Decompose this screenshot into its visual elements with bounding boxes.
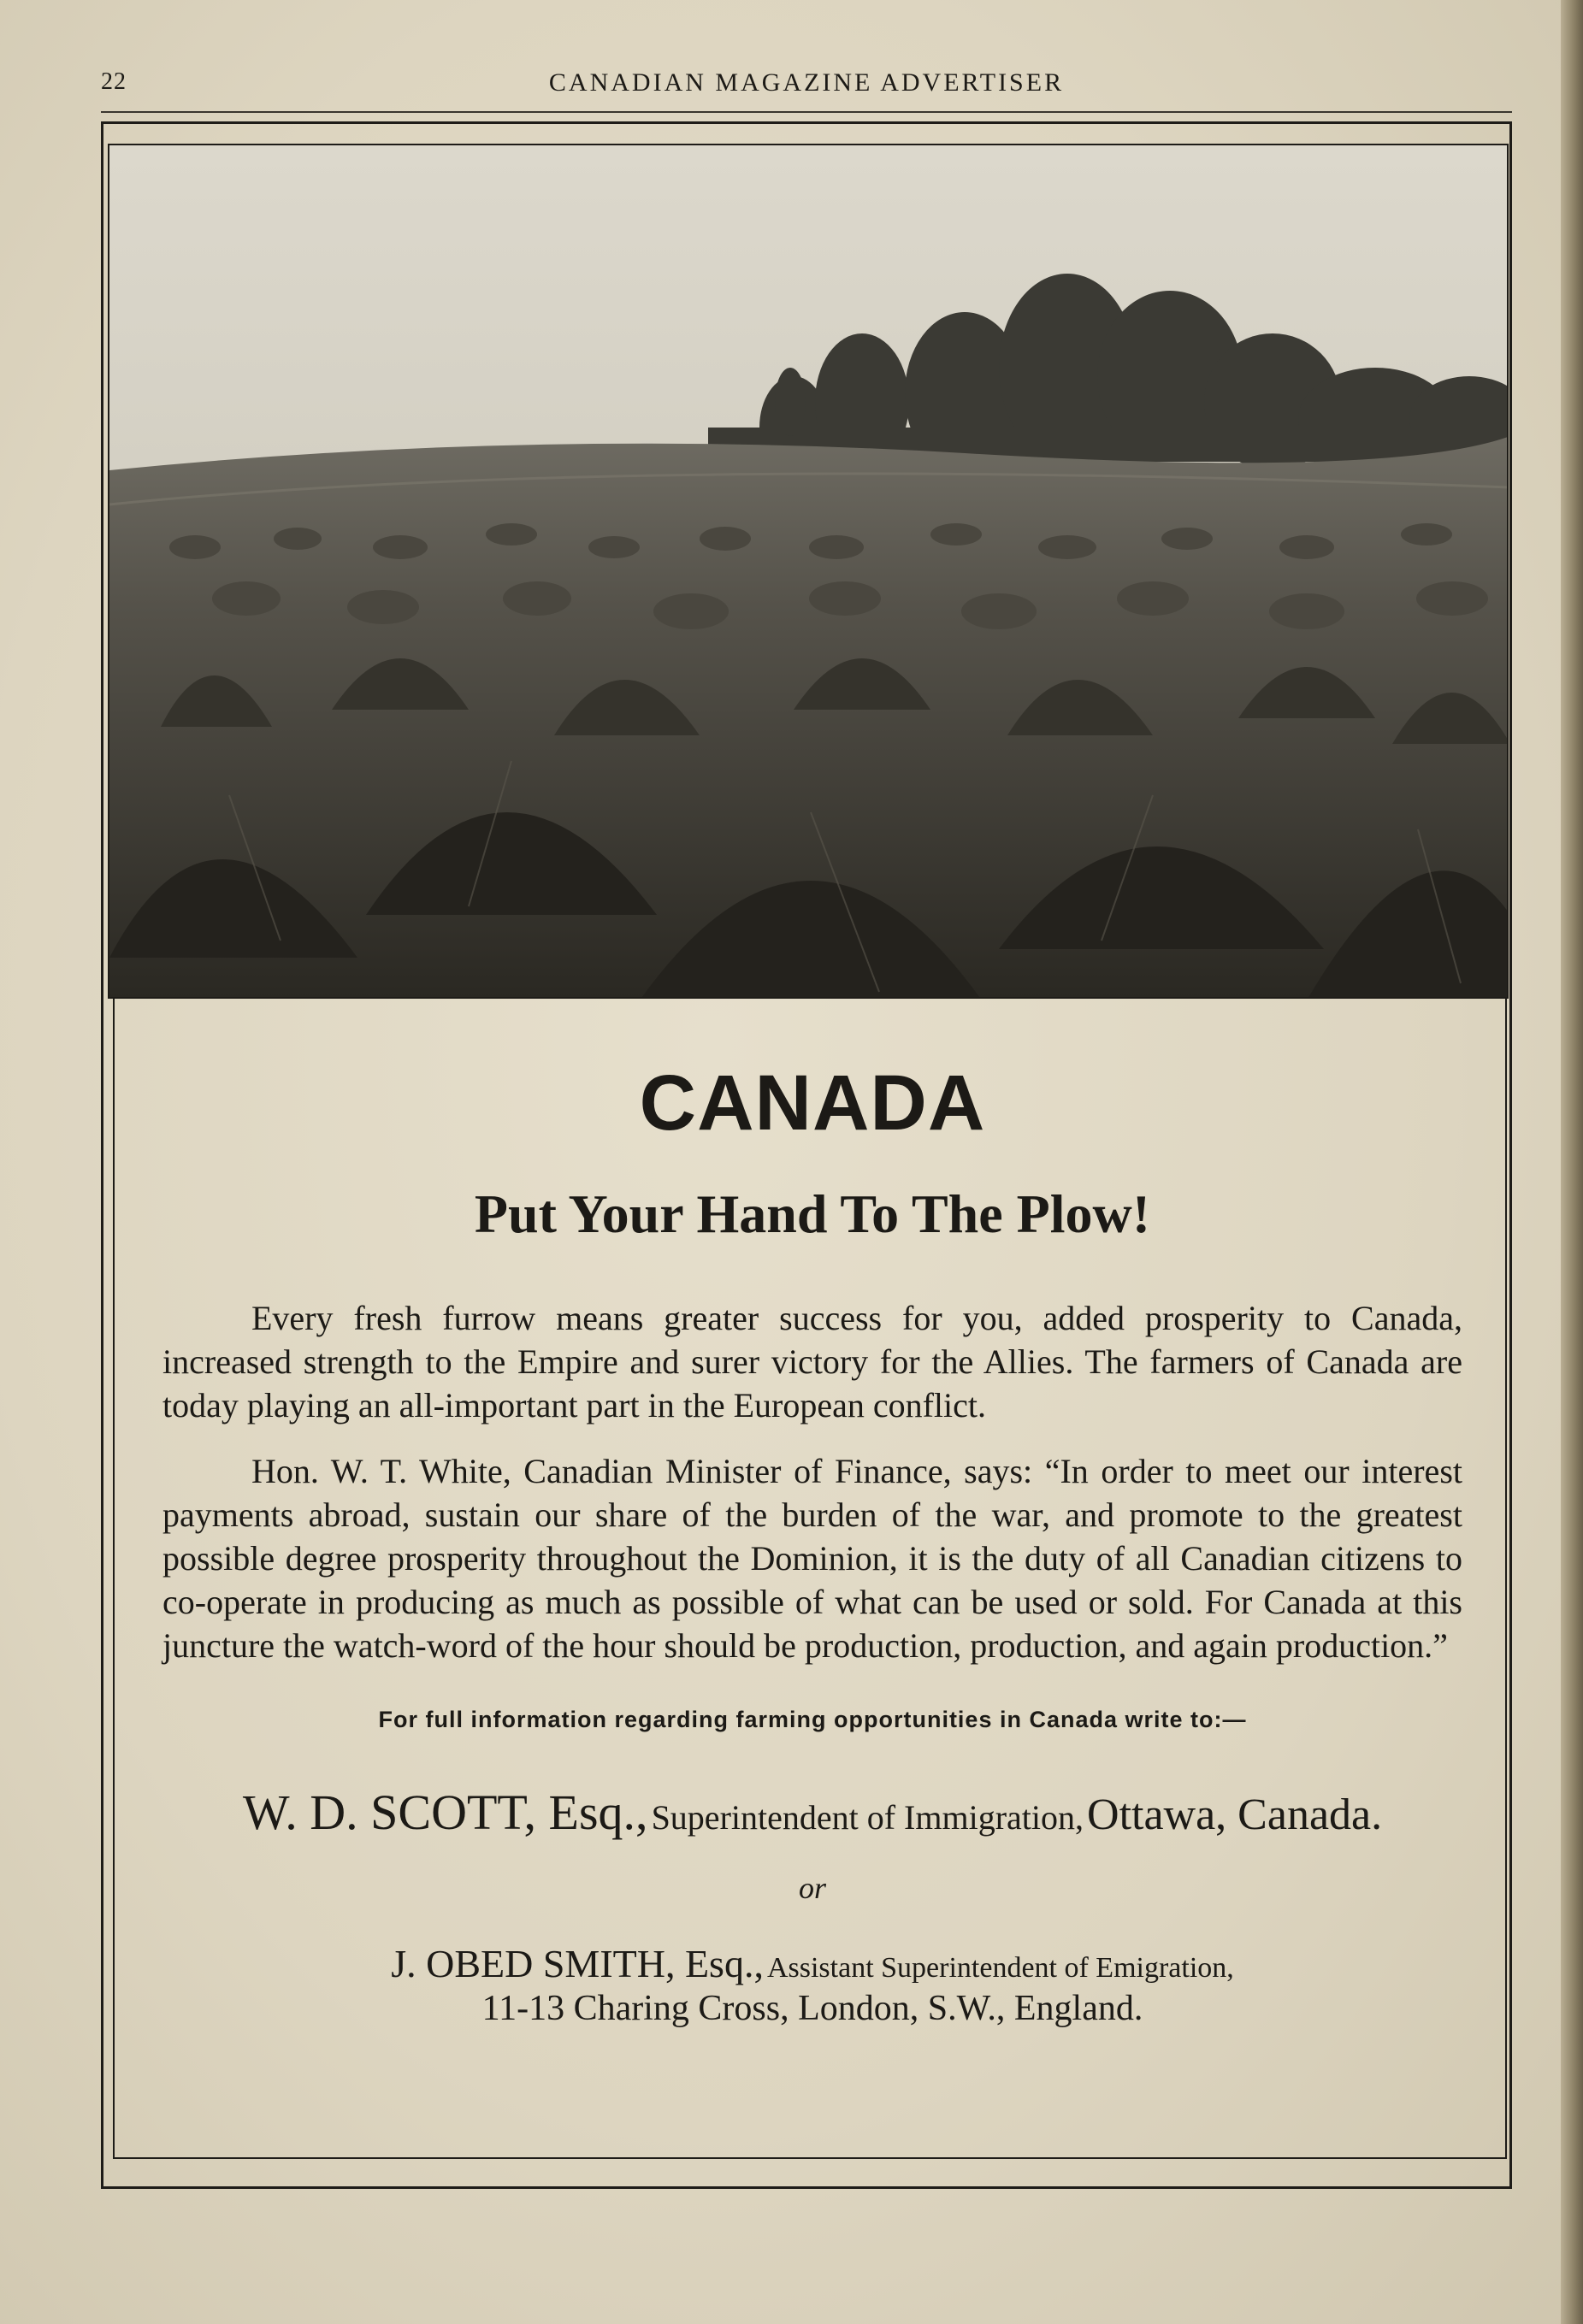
header-rule xyxy=(101,111,1512,113)
headline: CANADA xyxy=(639,1059,986,1147)
information-line: For full information regarding farming opportunities in Canada write to:— xyxy=(378,1706,1247,1732)
contact-2-name: J. OBED SMITH, Esq., xyxy=(391,1942,764,1986)
contact-2-address: 11-13 Charing Cross, London, S.W., England. xyxy=(481,1989,1143,2029)
advertisement-copy xyxy=(162,1060,1462,2031)
or-separator: or xyxy=(798,1871,826,1906)
body-paragraph-2: Hon. W. T. White, Canadian Minister of Finance, says: “In order to meet our interest payments abroad, sustain our share of the burden of the war, and promote to the greatest possible degree prosperity throughout the Dominion, it is the duty of all Canadian citizens to co-operate in producing as much as possible of what can be used or sold. For Canada at this juncture the watch-word of the hour should be production, production, and again production.” xyxy=(162,1451,1462,1665)
contact-2-title: Assistant Superintendent of Emigration, xyxy=(766,1952,1234,1985)
harvest-field-photo-icon xyxy=(108,144,1509,999)
contact-1-title: Superintendent of Immigration, xyxy=(651,1797,1084,1837)
page-number: 22 xyxy=(101,68,127,95)
subheadline: Put Your Hand To The Plow! xyxy=(474,1183,1151,1245)
book-binding-edge xyxy=(1561,0,1583,2324)
running-head xyxy=(101,68,1512,103)
contact-1-place: Ottawa, Canada. xyxy=(1087,1790,1383,1839)
contact-ottawa xyxy=(162,1784,1462,1842)
contact-1-name: W. D. SCOTT, Esq., xyxy=(242,1784,648,1840)
body-paragraph-1: Every fresh furrow means greater success for you, added prosperity to Canada, increased strength to the Empire and surer victory for the Allies. The farmers of Canada are today playing an all-important part in the European conflict. xyxy=(162,1298,1462,1424)
publication-title: CANADIAN MAGAZINE ADVERTISER xyxy=(548,68,1065,97)
contact-london xyxy=(162,1940,1462,2031)
